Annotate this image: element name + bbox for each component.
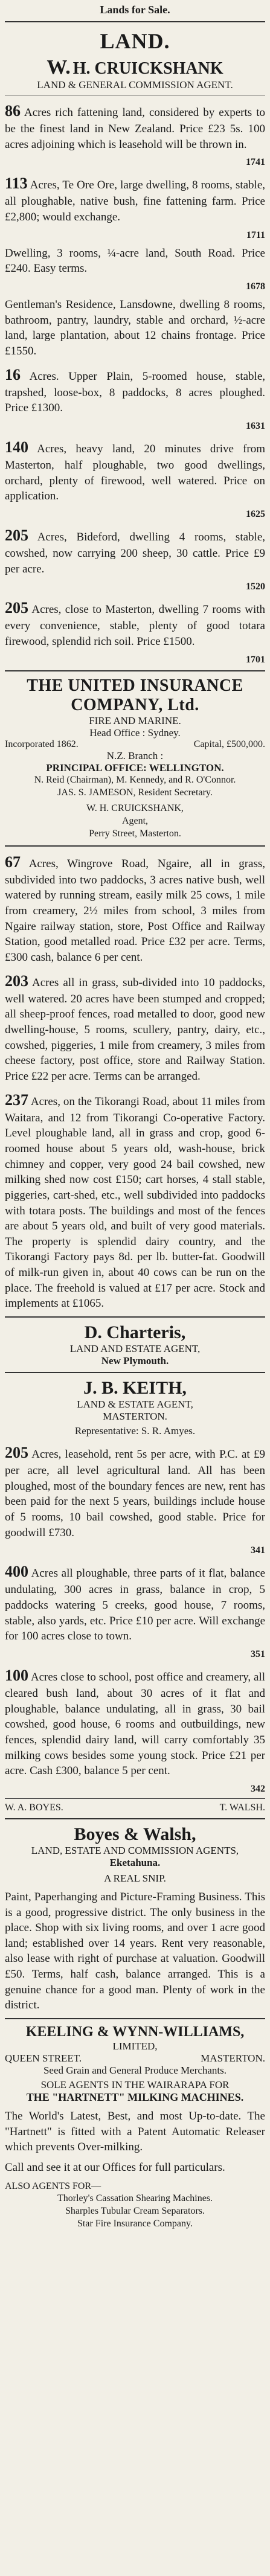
- insurance-branch: N.Z. Branch :: [106, 749, 164, 761]
- listing-acres: 100: [5, 1666, 28, 1684]
- land-title: LAND.: [100, 29, 170, 53]
- listing-text: Acres, Te Ore Ore, large dwelling, 8 rooms, stable, all ploughable, native bush, fine fattening farm. Price £2,800; would exchange.: [5, 179, 266, 224]
- insurance-head-office: Head Office : Sydney.: [89, 726, 181, 739]
- listing-acres: 203: [5, 972, 28, 990]
- listing-item: [5, 1665, 265, 1779]
- keeling-trade: Seed Grain and General Produce Merchants.: [43, 2065, 227, 2077]
- listing-number: 341: [251, 1545, 265, 1556]
- listing-text: Acres. Upper Plain, 5-roomed house, stable, trapshed, loose-box, 8 paddocks, 8 acres ploughed. Price £1300.: [5, 370, 266, 415]
- listing-text: Acres rich fattening land, considered by experts to be the finest land in New Zealand. Price £23 5s. 100 acres adjoining which is leasehold will be thrown in.: [5, 106, 265, 151]
- listing-number: 1631: [246, 420, 265, 431]
- listing-item: [5, 970, 265, 1085]
- keeling-name: KEELING & WYNN-WILLIAMS,: [25, 2024, 245, 2040]
- boyes-role: LAND, ESTATE AND COMMISSION AGENTS,: [31, 1844, 239, 1856]
- keeling-address: [5, 2052, 265, 2065]
- keith-place: MASTERTON.: [103, 1411, 167, 1423]
- keith-role: LAND & ESTATE AGENT,: [77, 1399, 193, 1411]
- insurance-agent-name: W. H. CRUICKSHANK,: [86, 803, 184, 814]
- keith-rep: Representative: S. R. Amyes.: [74, 1425, 196, 1437]
- keeling-ltd: LIMITED,: [112, 2040, 158, 2052]
- keeling-sole: SOLE AGENTS IN THE WAIRARAPA FOR: [40, 2079, 230, 2091]
- listing-text: Acres, on the Tikorangi Road, about 11 miles from Waitara, and 12 from Tikorangi Co-operative Factory. Level ploughable land, all in grass and crop, good 6-roomed house about 5 years old, wash-house, brick chimney and copper, very good 24 bail cowshed, new milking shed now cost £150; cart horses, 4 stall stable, piggeries, cart-shed, etc., well subdivided into paddocks with totara posts. The buildings and most of the fences are about 5 years old, and built of very good materials. The property is splendid dairy country, and the Tikorangi Factory pays 8d. per lb. butter-fat. Goodwill of milk-run given in, about 40 cows can be run on the place. The freehold is valued at £17 per acre. Stock and implements at £1065.: [5, 1095, 265, 1310]
- insurance-directors: N. Reid (Chairman), M. Kennedy, and R. O'Connor.: [34, 774, 236, 785]
- charteris-place: New Plymouth.: [101, 1355, 169, 1367]
- insurance-secretary: JAS. S. JAMESON, Resident Secretary.: [57, 787, 213, 798]
- listing-text: Acres, Wingrove Road, Ngaire, all in grass, subdivided into two paddocks, 3 acres native bush, well watered by running stream, easily milk 25 cows, 1 mile from creamery, 2½ miles from school, 3 miles from Ngaire railway station, store, Post Office and Railway Station, good metalled road. Price £32 per acre. Terms, £300 cash, balance 6 per cent.: [5, 857, 265, 964]
- insurance-agent-address: Perry Street, Masterton.: [89, 828, 181, 839]
- keith-name: J. B. KEITH,: [83, 1378, 187, 1399]
- listing-number: 1701: [246, 654, 265, 665]
- keeling-street: QUEEN STREET.: [5, 2052, 82, 2065]
- divider: [5, 845, 265, 847]
- more-listings: [5, 851, 265, 1312]
- cruickshank-listings: [5, 100, 265, 665]
- firm-name: H. CRUICKSHANK: [72, 59, 223, 78]
- listing-text: Acres, Bideford, dwelling 4 rooms, stable, cowshed, now carrying 200 sheep, 30 cattle. Price £9 per acre.: [5, 530, 266, 575]
- listing-text: Dwelling, 3 rooms, ¼-acre land, South Road. Price £240. Easy terms.: [5, 246, 265, 275]
- listing-text: Acres all in grass, sub-divided into 10 paddocks, well watered. 20 acres have been stumped and cropped; all sheep-proof fences, road metalled to door, good new dwelling-house, 5 rooms, scullery, pantry, dairy, etc., cowshed, piggeries, 1 mile from creamery, 3 miles from cheese factory, post office, store and Railway Station. Price £22 per acre. Terms can be arranged.: [5, 976, 266, 1083]
- listing-item: [5, 1089, 265, 1312]
- listing-item: [5, 246, 265, 277]
- boyes-name: Boyes & Walsh,: [74, 1824, 196, 1844]
- firm-initial: W.: [47, 56, 71, 78]
- listing-acres: 205: [5, 1444, 28, 1462]
- listing-item: [5, 437, 265, 504]
- charteris-role: LAND AND ESTATE AGENT,: [69, 1343, 201, 1355]
- keeling-machine: THE "HARTNETT" MILKING MACHINES.: [26, 2091, 244, 2104]
- insurance-incorporated: Incorporated 1862.: [5, 739, 79, 749]
- walsh-name-right: T. WALSH.: [219, 1802, 265, 1813]
- keeling-demo: Call and see it at our Offices for full particulars.: [5, 2161, 225, 2174]
- listing-text: Acres, heavy land, 20 minutes drive from Masterton, half ploughable, two good dwellings, orchard, plenty of firewood, well watered. Price on application.: [5, 442, 266, 503]
- listing-acres: 205: [5, 526, 28, 544]
- listing-text: Acres, close to Masterton, dwelling 7 rooms with every convenience, stable, plenty of good totara firewood, splendid rich soil. Price £1500.: [5, 603, 265, 649]
- listing-acres: 140: [5, 438, 28, 456]
- keeling-agent3: Star Fire Insurance Company.: [77, 2218, 193, 2229]
- listing-text: Acres, leasehold, rent 5s per acre, with P.C. at £9 per acre, all level agricultural land. All has been ploughed, most of the boundary fences are new, rent has been paid for the next 5 years, buildings include house of 5 rooms, 10 bail cowshed, good stable. Price for goodwill £730.: [5, 1448, 265, 1539]
- listing-item: [5, 525, 265, 577]
- listing-item: [5, 100, 265, 152]
- listing-acres: 67: [5, 853, 21, 871]
- divider: [5, 670, 265, 671]
- listing-item: [5, 597, 265, 649]
- boyes-snip: A REAL SNIP.: [104, 1872, 166, 1884]
- divider: [5, 1316, 265, 1318]
- listing-acres: 16: [5, 365, 21, 383]
- listing-item: [5, 851, 265, 966]
- listing-acres: 86: [5, 102, 21, 120]
- firm-subtitle: LAND & GENERAL COMMISSION AGENT.: [37, 79, 233, 91]
- listing-number: 351: [251, 1648, 265, 1659]
- listing-number: 1711: [246, 229, 265, 240]
- listing-text: Acres all ploughable, three parts of it flat, balance undulating, 300 acres in grass, balance in crop, 5 paddocks watering 5 creeks, good house, 7 rooms, stable, also yards, etc. Price £10 per acre. Will exchange for 100 acres close to town.: [5, 1567, 266, 1643]
- section-heading: Lands for Sale.: [100, 4, 170, 16]
- listing-number: 1625: [246, 508, 265, 519]
- insurance-capital: Capital, £500,000.: [193, 739, 265, 749]
- listing-acres: 237: [5, 1091, 28, 1109]
- charteris-name: D. Charteris,: [84, 1322, 186, 1343]
- listing-acres: 205: [5, 599, 28, 617]
- boyes-walsh-footer: [5, 1802, 265, 1813]
- divider: [5, 1372, 265, 1373]
- keith-listings: [5, 1442, 265, 1795]
- divider: [5, 21, 265, 22]
- listing-number: 1678: [246, 281, 265, 292]
- listing-item: [5, 297, 265, 359]
- insurance-line: FIRE AND MARINE.: [89, 714, 181, 726]
- firm-heading: [5, 56, 265, 79]
- listing-text: Gentleman's Residence, Lansdowne, dwelling 8 rooms, bathroom, pantry, laundry, stable and orchard, ½-acre land, large plantation, about 12 chains frontage. Price £1550.: [5, 298, 265, 357]
- boyes-place: Eketahuna.: [109, 1856, 161, 1868]
- listing-text: Acres close to school, post office and creamery, all cleared bush land, about 30 acres of it flat and ploughable, balance undulating, all in grass, 30 bail cowshed, good house, 6 rooms and outbuildings, new fences, splendid dairy land, will carry comfortably 35 milking cows besides some young stock. Price £21 per acre. Cash £300, balance 5 per cent.: [5, 1670, 266, 1778]
- listing-number: 1741: [246, 157, 265, 168]
- listing-number: 342: [251, 1783, 265, 1794]
- keeling-also: ALSO AGENTS FOR—: [5, 2180, 101, 2191]
- insurance-agent-role: Agent,: [121, 816, 149, 827]
- boyes-text: Paint, Paperhanging and Picture-Framing Business. This is a good, progressive district. The only business in the place. Shop with six living rooms, and over 1 acre good land; established over 14 years. Rent very reasonable, also lease with right of purchase at valuation. Goodwill £50. Terms, half cash, balance arranged. This is a genuine chance for a good man. Plenty of work in the district.: [5, 1890, 265, 2012]
- keeling-desc: The World's Latest, Best, and most Up-to-date. The "Hartnett" is fitted with a Patent Automatic Releaser which prevents Over-milking.: [5, 2110, 265, 2154]
- listing-acres: 400: [5, 1563, 28, 1581]
- divider: [5, 1818, 265, 1819]
- listing-item: [5, 1561, 265, 1644]
- insurance-principal: PRINCIPAL OFFICE: WELLINGTON.: [46, 761, 224, 774]
- insurance-name: THE UNITED INSURANCE COMPANY, Ltd.: [27, 676, 243, 714]
- keeling-agent2: Sharples Tubular Cream Separators.: [65, 2206, 205, 2217]
- keeling-agent1: Thorley's Cassation Shearing Machines.: [57, 2193, 213, 2204]
- listing-number: 1520: [246, 582, 265, 592]
- listing-acres: 113: [5, 175, 28, 193]
- divider: [5, 2018, 265, 2019]
- listing-item: [5, 364, 265, 416]
- listing-item: [5, 173, 265, 225]
- keeling-town: MASTERTON.: [201, 2052, 265, 2065]
- listing-item: [5, 1442, 265, 1540]
- divider: [5, 1798, 265, 1799]
- insurance-stats: [5, 739, 265, 750]
- boyes-name-left: W. A. BOYES.: [5, 1802, 63, 1813]
